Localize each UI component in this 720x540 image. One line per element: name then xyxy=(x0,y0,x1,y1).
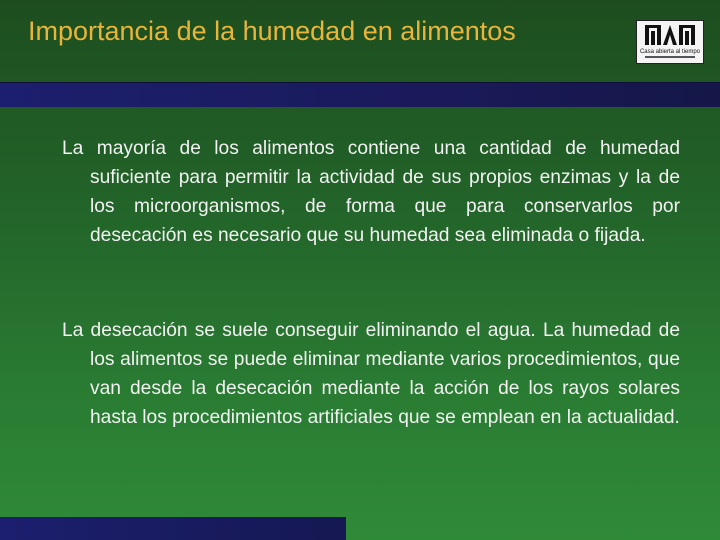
paragraph-2: La desecación se suele conseguir eliminando el agua. La humedad de los alimentos se puede eliminar mediante varios procedimientos, que van desde la desecación mediante la acción de los rayos solares hasta los procedimientos artificiales que se emplean en la actualidad. xyxy=(62,320,680,428)
uam-logo-icon xyxy=(636,20,704,64)
paragraph-1: La mayoría de los alimentos contiene una cantidad de humedad suficiente para permitir la actividad de sus propios enzimas y la de los microorganismos, de forma que para conservarlos por desecación es necesario que su humedad sea eliminada o fijada. xyxy=(62,138,680,246)
slide-title: Importancia de la humedad en alimentos xyxy=(28,16,516,46)
header-band xyxy=(0,82,720,107)
logo-text: Casa abierta al tiempo xyxy=(639,49,701,55)
footer-band xyxy=(0,517,346,540)
